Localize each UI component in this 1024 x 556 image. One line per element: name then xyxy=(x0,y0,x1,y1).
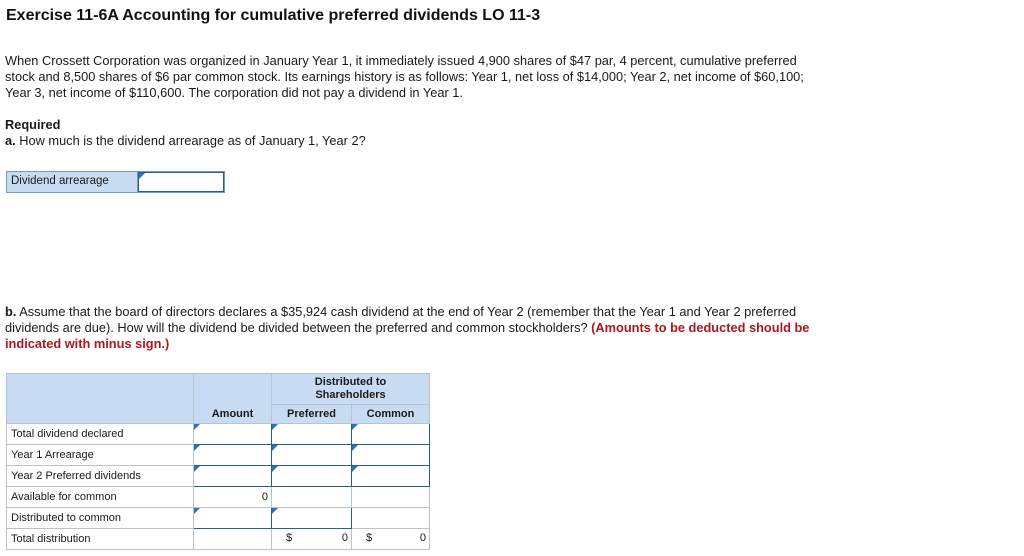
row-label-total-distribution: Total distribution xyxy=(7,529,194,550)
input-marker-icon xyxy=(139,173,145,179)
dividend-arrearage-input[interactable] xyxy=(138,172,224,192)
question-b-note: (Amounts to be deducted should be indicated with minus sign.) xyxy=(5,319,810,351)
total-dividend-common-input[interactable] xyxy=(352,424,430,445)
input-marker-icon xyxy=(194,445,200,451)
input-marker-icon xyxy=(352,466,358,472)
input-marker-icon xyxy=(272,424,278,430)
common-total-value: 0 xyxy=(419,532,426,544)
input-marker-icon xyxy=(352,445,358,451)
header-blank-cell xyxy=(7,374,194,424)
available-common-amount: 0 xyxy=(194,487,272,508)
preferred-dollar-sign: $ xyxy=(286,532,293,544)
year2-preferred-amount-input[interactable] xyxy=(194,466,272,487)
distributed-common-preferred-input[interactable] xyxy=(272,508,352,529)
year1-arrearage-amount-input[interactable] xyxy=(194,445,272,466)
input-marker-icon xyxy=(272,508,278,514)
input-marker-icon xyxy=(272,466,278,472)
total-distribution-preferred xyxy=(272,529,352,550)
dividend-arrearage-label: Dividend arrearage xyxy=(7,172,138,192)
available-common-preferred-cell xyxy=(272,487,352,508)
distributed-common-amount-input[interactable] xyxy=(194,508,272,529)
header-distributed-to-shareholders xyxy=(272,374,430,405)
row-label-distributed-common: Distributed to common xyxy=(7,508,194,529)
header-blank-amount-top xyxy=(194,374,272,405)
exercise-title: Exercise 11-6A Accounting for cumulative preferred dividends LO 11-3 xyxy=(6,7,541,24)
row-label-total-dividend: Total dividend declared xyxy=(7,424,194,445)
input-marker-icon xyxy=(194,466,200,472)
problem-statement: When Crossett Corporation was organized in January Year 1, it immediately issued 4,900 shares of $47 par, 4 percent, cumulative preferred stock and 8,500 shares of $6 par common stock. Its earnings history is as follows: Year 1, net loss of $14,000; Year 2, net income of $60,100; Year 3, net income of $110,600. The corporation did not pay a dividend in Year 1. xyxy=(5,53,804,100)
year2-preferred-preferred-input[interactable] xyxy=(272,466,352,487)
distributed-header-label: Distributed to Shareholders xyxy=(314,376,387,401)
header-common: Common xyxy=(352,405,430,424)
question-a-text: How much is the dividend arrearage as of January 1, Year 2? xyxy=(19,133,366,148)
common-dollar-sign: $ xyxy=(366,532,373,544)
question-b-letter: b. xyxy=(5,304,17,319)
distributed-common-common-cell xyxy=(352,508,430,529)
total-dividend-amount-input[interactable] xyxy=(194,424,272,445)
dividend-arrearage-row xyxy=(6,171,225,193)
header-preferred: Preferred xyxy=(272,405,352,424)
required-heading: Required xyxy=(5,117,61,132)
input-marker-icon xyxy=(194,508,200,514)
row-label-year1-arrearage: Year 1 Arrearage xyxy=(7,445,194,466)
preferred-total-value: 0 xyxy=(341,532,348,544)
input-marker-icon xyxy=(352,424,358,430)
total-distribution-common xyxy=(352,529,430,550)
year1-arrearage-common-input[interactable] xyxy=(352,445,430,466)
available-common-common-cell xyxy=(352,487,430,508)
row-label-available-common: Available for common xyxy=(7,487,194,508)
input-marker-icon xyxy=(194,424,200,430)
year1-arrearage-preferred-input[interactable] xyxy=(272,445,352,466)
total-distribution-amount-cell xyxy=(194,529,272,550)
question-a-letter: a. xyxy=(5,133,16,148)
header-amount: Amount xyxy=(194,405,272,424)
row-label-year2-preferred: Year 2 Preferred dividends xyxy=(7,466,194,487)
year2-preferred-common-input[interactable] xyxy=(352,466,430,487)
dividend-distribution-table xyxy=(6,373,430,550)
question-b-text: Assume that the board of directors declares a $35,924 cash dividend at the end of Year 2 (remember that the Year 1 and Year 2 preferred dividends are due). How will the dividend be divided between the preferred and common stockholders? xyxy=(5,304,797,335)
total-dividend-preferred-input[interactable] xyxy=(272,424,352,445)
input-marker-icon xyxy=(272,445,278,451)
question-b xyxy=(5,304,820,351)
question-a xyxy=(5,133,366,148)
